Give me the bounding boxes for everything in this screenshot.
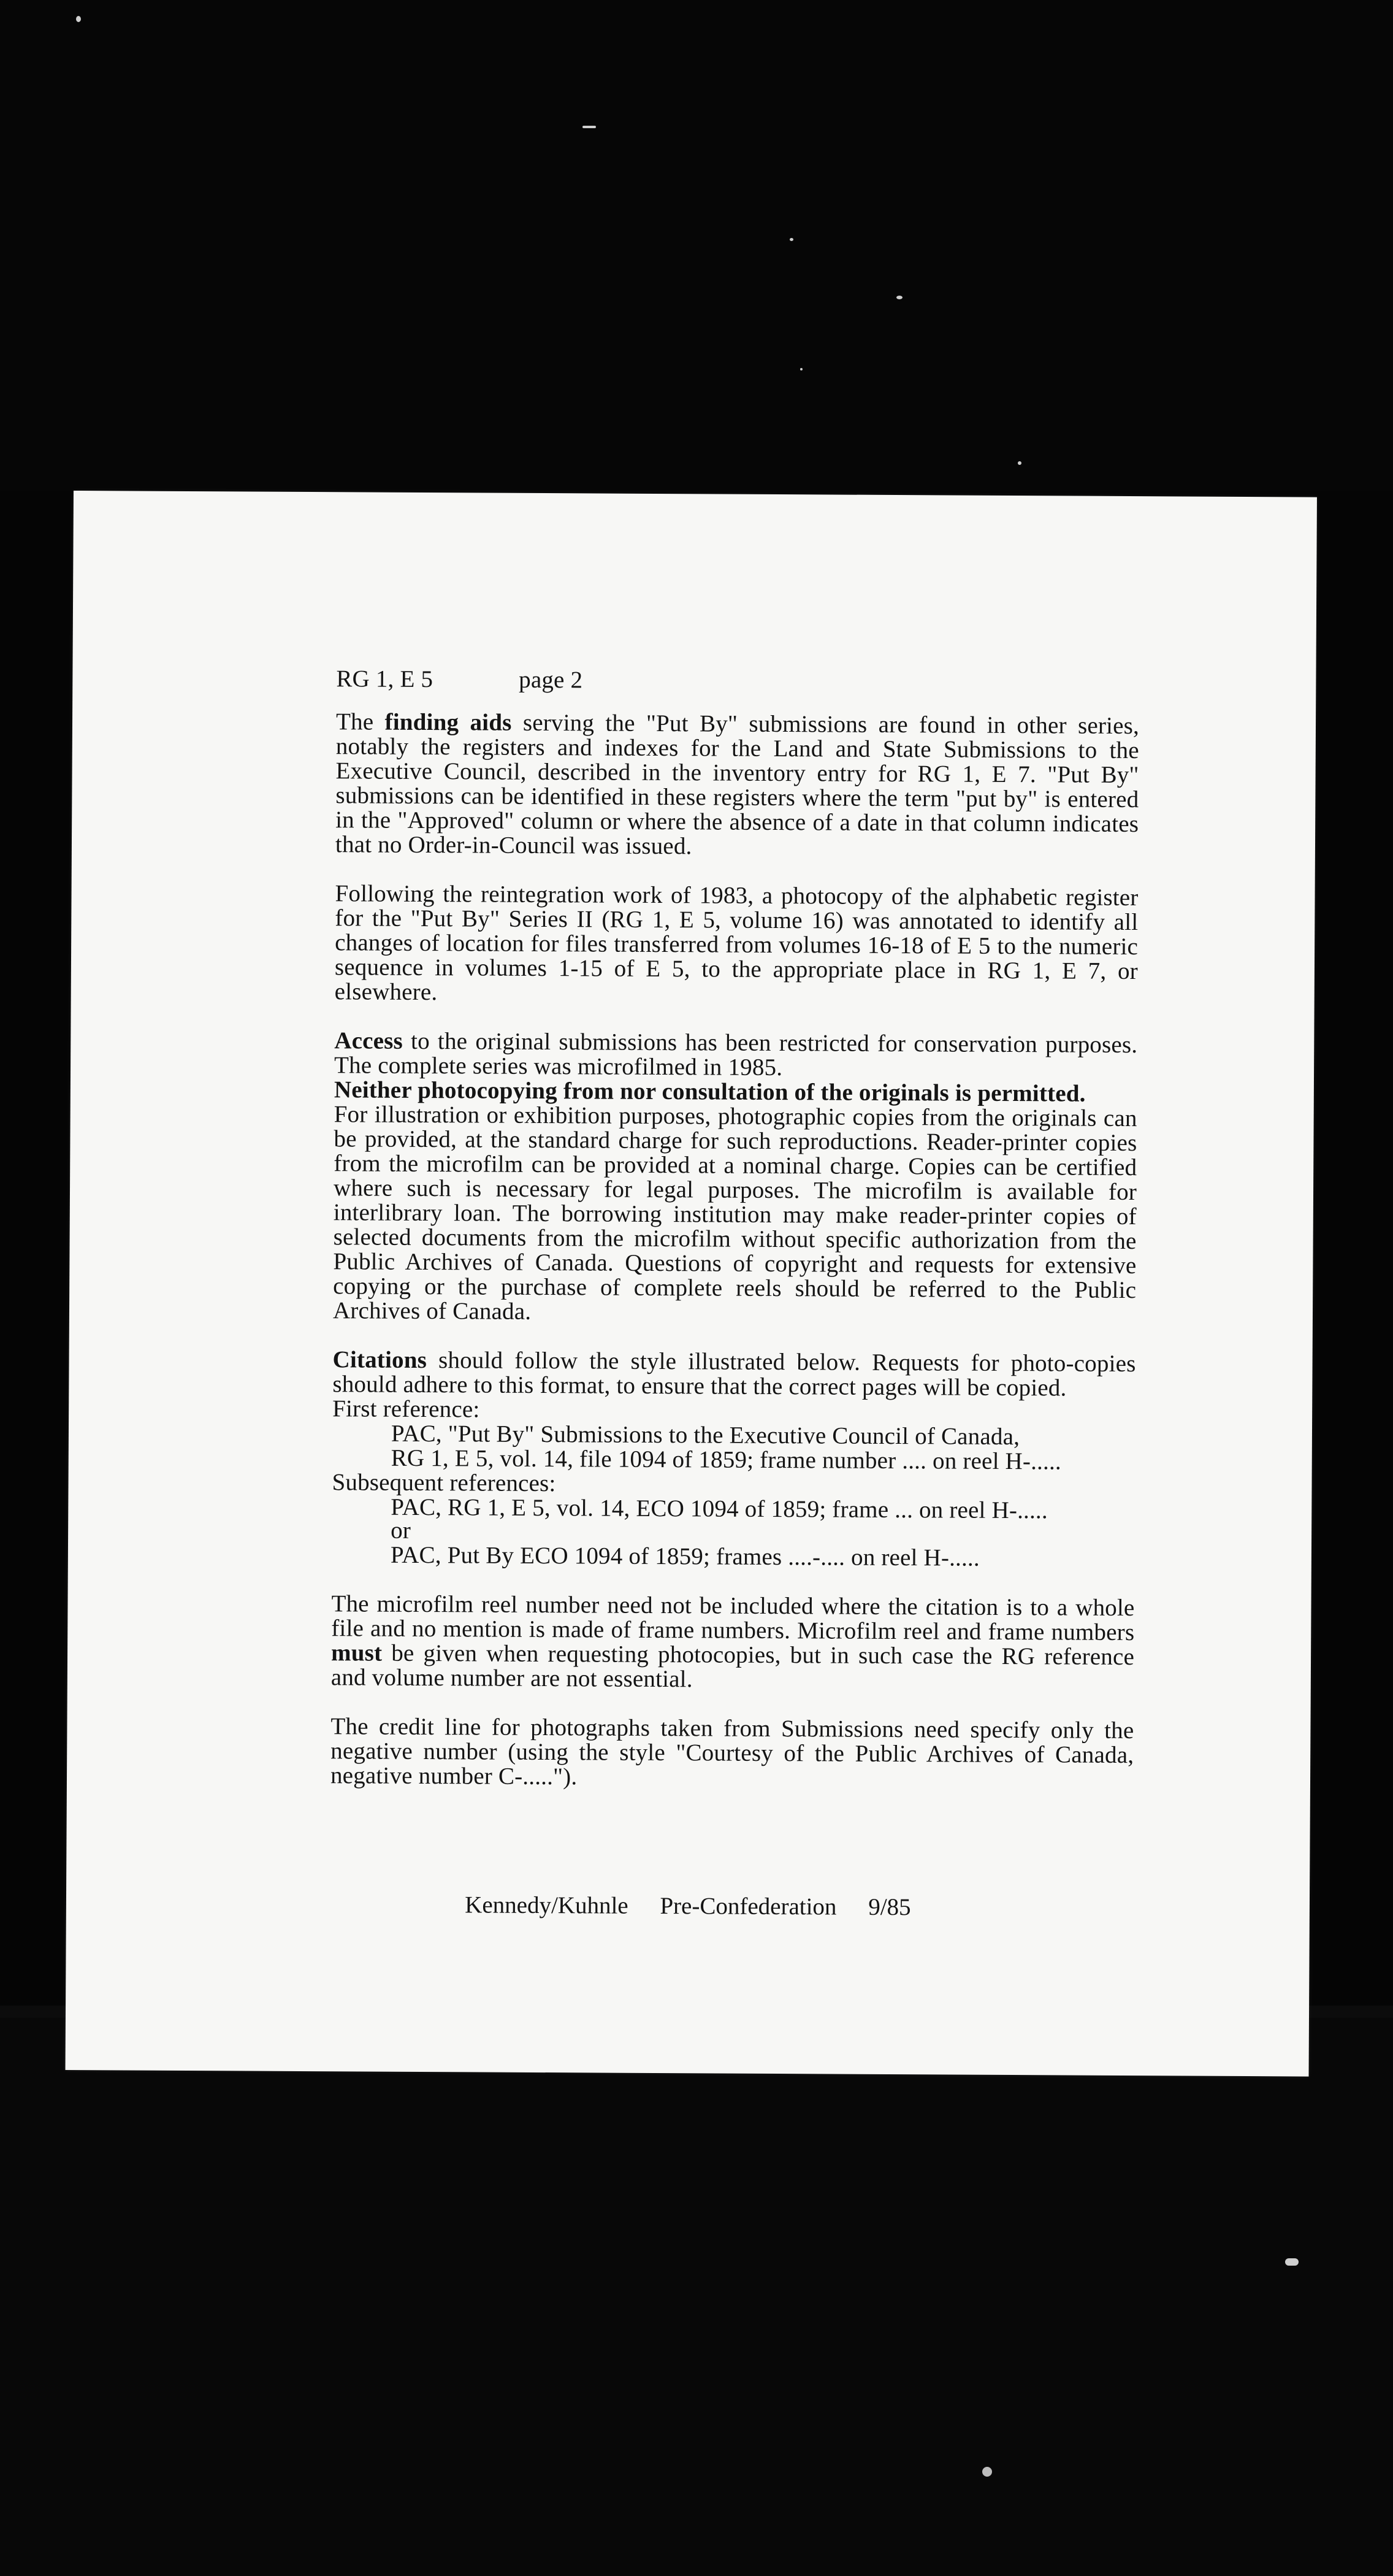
citations-text: should follow the style illustrated below. Requests for photo-copies should adhere to this format, to ensure that the correct pages will be copied. bbox=[332, 1347, 1136, 1401]
subsequent-reference-or: or bbox=[391, 1517, 411, 1544]
microfilm-reel-emphasis: must bbox=[330, 1639, 383, 1666]
reintegration-paragraph: Following the reintegration work of 1983, a photocopy of the alphabetic register for the "Put By" Series II (RG 1, E 5, volume 16) was annotated to identify all changes of location for files transferred from volumes 16-18 of E 5 to the numeric sequence in volumes 1-15 of E 5, to the appropriate place in RG 1, E 7, or elsewhere. bbox=[334, 880, 1139, 1006]
credit-line-paragraph: The credit line for photographs taken from Submissions need specify only the negative number (using the style "Courtesy of the Public Archives of Canada, negative number C-....."). bbox=[330, 1713, 1134, 1790]
microfilm-reel-paragraph bbox=[331, 1592, 1135, 1694]
document-body bbox=[330, 667, 1140, 1817]
footer-authors: Kennedy/Kuhnle bbox=[465, 1892, 628, 1919]
finding-aids-paragraph bbox=[335, 710, 1139, 861]
subsequent-reference-label: Subsequent references: bbox=[332, 1469, 556, 1497]
microfilm-reel-text-before: The microfilm reel number need not be included where the citation is to a whole file and no mention is made of frame numbers. Microfilm reel and frame numbers bbox=[331, 1590, 1135, 1646]
film-speck bbox=[800, 368, 803, 370]
citations-term: Citations bbox=[332, 1346, 427, 1374]
film-speck bbox=[896, 296, 903, 299]
film-speck bbox=[982, 2467, 992, 2477]
first-reference-line-2: RG 1, E 5, vol. 14, file 1094 of 1859; frame number .... on reel H-..... bbox=[391, 1444, 1062, 1475]
subsequent-reference-line-2: PAC, Put By ECO 1094 of 1859; frames ....-.... on reel H-..... bbox=[390, 1541, 980, 1571]
film-speck bbox=[1285, 2258, 1299, 2266]
first-reference-line-1: PAC, "Put By" Submissions to the Executive Council of Canada, bbox=[391, 1420, 1020, 1451]
finding-aids-term: finding aids bbox=[384, 708, 512, 736]
film-speck bbox=[790, 238, 793, 241]
microfilm-reel-text-after: be given when requesting photocopies, but in such case the RG reference and volume number are not essential. bbox=[330, 1639, 1135, 1693]
footer-date: 9/85 bbox=[868, 1893, 911, 1921]
film-margin-top bbox=[0, 0, 1393, 491]
film-speck bbox=[1018, 461, 1021, 465]
reproduction-paragraph: For illustration or exhibition purposes, photographic copies from the originals can be provided, at the standard charge for such reproductions. Reader-printer copies from the microfilm can be provided at a nominal charge. Copies can be certified where such is necessary for legal purposes. The microfilm is available for interlibrary loan. The borrowing institution may make reader-printer copies of selected documents from the microfilm without specific authorization from the Public Archives of Canada. Questions of copyright and requests for extensive copying or the purchase of complete reels should be referred to the Public Archives of Canada. bbox=[332, 1101, 1137, 1325]
footer-period: Pre-Confederation bbox=[660, 1893, 837, 1920]
page-footer bbox=[66, 1889, 1310, 1923]
access-restriction-notice: Neither photocopying from nor consultation of the originals is permitted. bbox=[334, 1076, 1086, 1107]
subsequent-reference-line-1: PAC, RG 1, E 5, vol. 14, ECO 1094 of 1859; frame ... on reel H-..... bbox=[391, 1493, 1048, 1524]
film-margin-bottom bbox=[0, 2018, 1393, 2576]
page-header bbox=[336, 667, 1139, 696]
citations-paragraph bbox=[332, 1347, 1135, 1401]
finding-aids-text: serving the "Put By" submissions are found in other series, notably the registers and indexes for the Land and State Submissions to the Executive Council, described in the inventory entry for RG 1, E 7. "Put By" submissions can be identified in these registers where the term "put by" is entered in the "Approved" column or where the absence of a date in that column indicates that no Order-in-Council was issued. bbox=[335, 709, 1140, 860]
finding-aids-lead: The bbox=[335, 708, 385, 735]
document-page bbox=[66, 491, 1317, 2077]
page-number: page 2 bbox=[519, 666, 583, 694]
record-group-reference: RG 1, E 5 bbox=[336, 665, 433, 693]
access-term: Access bbox=[334, 1027, 403, 1054]
film-speck bbox=[76, 16, 81, 22]
first-reference-label: First reference: bbox=[332, 1395, 480, 1423]
access-text: to the original submissions has been restricted for conservation purposes. The complete series was microfilmed in 1985. bbox=[334, 1027, 1138, 1081]
access-paragraph bbox=[334, 1029, 1137, 1082]
film-speck bbox=[582, 126, 596, 128]
